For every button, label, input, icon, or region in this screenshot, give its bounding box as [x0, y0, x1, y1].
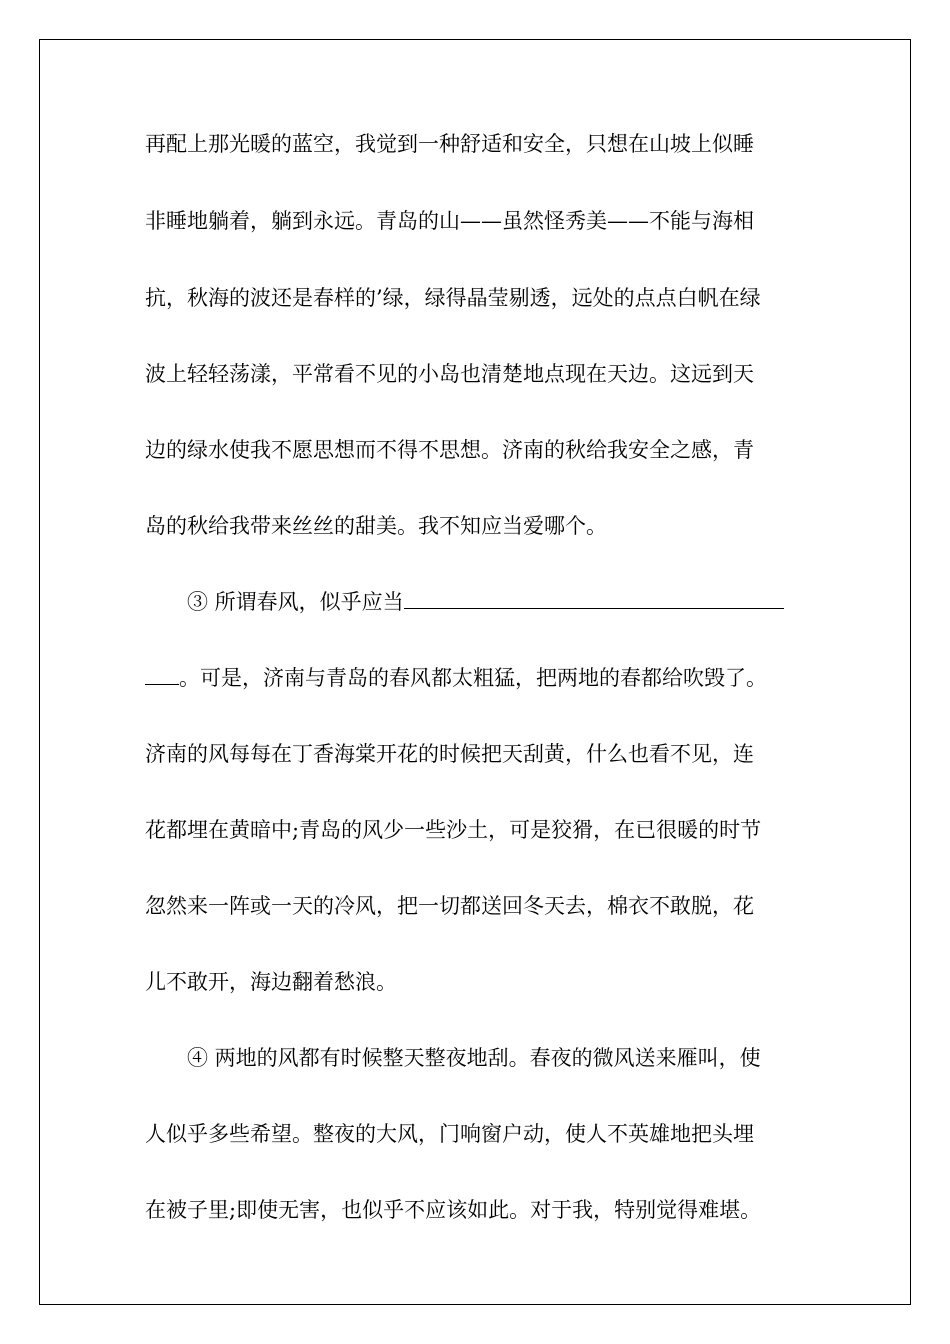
text-line: 抗，秋海的波还是春样的’绿，绿得晶莹剔透，远处的点点白帆在绿 — [145, 286, 761, 310]
text-line: 在被子里;即使无害，也似乎不应该如此。对于我，特别觉得难堪。 — [145, 1198, 762, 1222]
paragraph-3-text: 。可是，济南与青岛的春风都太粗猛，把两地的春都给吹毁了。 — [179, 666, 767, 690]
text-line: 花都埋在黄暗中;青岛的风少一些沙土，可是狡猾，在已很暖的时节 — [145, 818, 762, 842]
paragraph-3-first-line — [145, 582, 852, 622]
text-line: 边的绿水使我不愿思想而不得不思想。济南的秋给我安全之感，青 — [145, 438, 754, 462]
text-line: 岛的秋给我带来丝丝的甜美。我不知应当爱哪个。 — [145, 514, 607, 538]
text-line: 波上轻轻荡漾，平常看不见的小岛也清楚地点现在天边。这远到天 — [145, 362, 754, 386]
text-line: 再配上那光暖的蓝空，我觉到一种舒适和安全，只想在山坡上似睡 — [145, 132, 754, 156]
text-line: 济南的风每每在丁香海棠开花的时候把天刮黄，什么也看不见，连 — [145, 742, 754, 766]
text-line: 非睡地躺着，躺到永远。青岛的山——虽然怪秀美——不能与海相 — [145, 209, 754, 233]
paragraph-3-second-line — [145, 658, 810, 698]
fill-in-blank[interactable] — [404, 582, 784, 609]
paragraph-3-text: ③ 所谓春风，似乎应当 — [187, 590, 404, 614]
text-line: 忽然来一阵或一天的冷风，把一切都送回冬天去，棉衣不敢脱，花 — [145, 894, 754, 918]
text-line: 儿不敢开，海边翻着愁浪。 — [145, 970, 397, 994]
text-line: 人似乎多些希望。整夜的大风，门响窗户动，使人不英雄地把头埋 — [145, 1122, 754, 1146]
fill-in-blank-continued[interactable] — [145, 658, 179, 685]
paragraph-4-first-line: ④ 两地的风都有时候整天整夜地刮。春夜的微风送来雁叫，使 — [187, 1046, 761, 1070]
